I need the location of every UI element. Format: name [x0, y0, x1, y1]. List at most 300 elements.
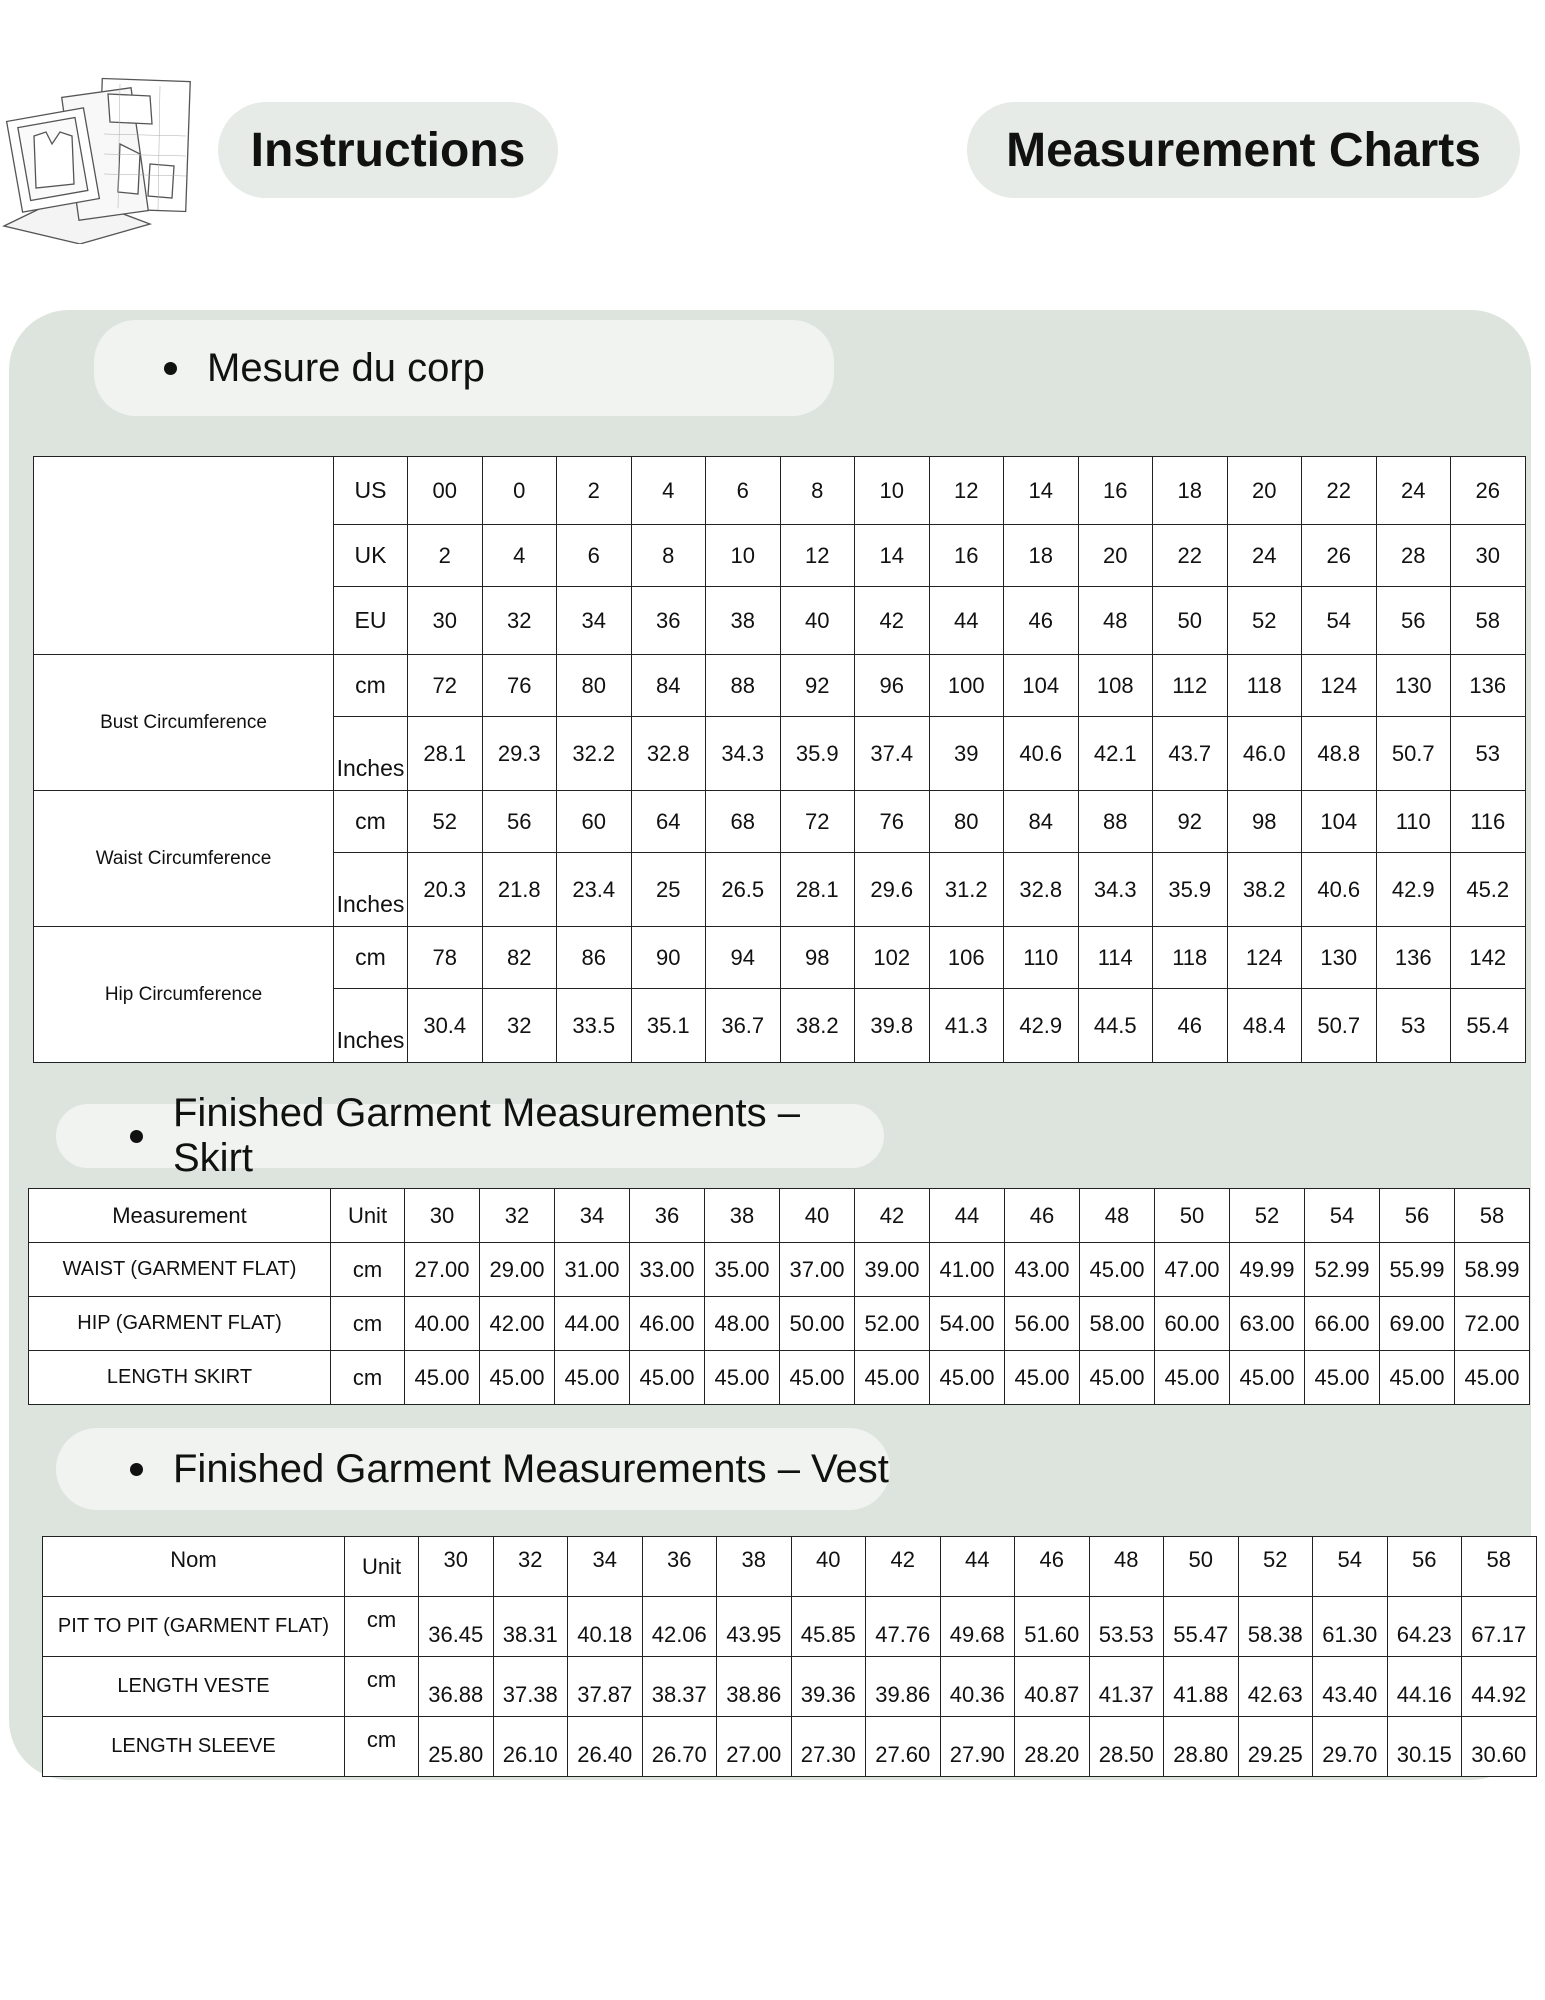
column-header-size: 46 [1005, 1189, 1080, 1243]
vest-measurement-table [42, 1536, 1537, 1777]
unit-cell: Inches [334, 717, 408, 791]
value-cell: 41.00 [930, 1243, 1005, 1297]
value-cell: 130 [1302, 927, 1377, 989]
value-cell: 45.00 [1155, 1351, 1230, 1405]
value-cell: 98 [780, 927, 855, 989]
size-value-cell: 4 [482, 525, 557, 587]
value-cell: 37.87 [568, 1657, 643, 1717]
value-cell: 32.8 [1004, 853, 1079, 927]
value-cell: 136 [1376, 927, 1451, 989]
value-cell: 118 [1227, 655, 1302, 717]
skirt-measurement-table [28, 1188, 1530, 1405]
value-cell: 45.00 [1005, 1351, 1080, 1405]
value-cell: 32.2 [557, 717, 632, 791]
column-header-size: 52 [1238, 1537, 1313, 1597]
size-value-cell: 52 [1227, 587, 1302, 655]
value-cell: 36.7 [706, 989, 781, 1063]
size-value-cell: 50 [1153, 587, 1228, 655]
value-cell: 58.00 [1080, 1297, 1155, 1351]
unit-cell: cm [334, 927, 408, 989]
column-header-size: 44 [940, 1537, 1015, 1597]
vest-row [43, 1657, 1537, 1717]
column-header-size: 44 [930, 1189, 1005, 1243]
size-value-cell: 00 [408, 457, 483, 525]
column-header-size: 34 [568, 1537, 643, 1597]
value-cell: 46.0 [1227, 717, 1302, 791]
bullet-icon [164, 362, 177, 375]
value-cell: 45.00 [480, 1351, 555, 1405]
value-cell: 88 [1078, 791, 1153, 853]
column-header-size: 40 [780, 1189, 855, 1243]
value-cell: 98 [1227, 791, 1302, 853]
size-value-cell: 2 [408, 525, 483, 587]
size-value-cell: 14 [855, 525, 930, 587]
size-system-label: US [334, 457, 408, 525]
value-cell: 38.86 [717, 1657, 792, 1717]
value-cell: 39.36 [791, 1657, 866, 1717]
size-value-cell: 32 [482, 587, 557, 655]
column-header-size: 30 [405, 1189, 480, 1243]
value-cell: 44.00 [555, 1297, 630, 1351]
value-cell: 58.38 [1238, 1597, 1313, 1657]
value-cell: 53 [1451, 717, 1526, 791]
value-cell: 45.00 [1230, 1351, 1305, 1405]
value-cell: 28.1 [780, 853, 855, 927]
value-cell: 47.76 [866, 1597, 941, 1657]
value-cell: 28.20 [1015, 1717, 1090, 1777]
value-cell: 110 [1376, 791, 1451, 853]
value-cell: 96 [855, 655, 930, 717]
value-cell: 45.00 [1080, 1351, 1155, 1405]
value-cell: 90 [631, 927, 706, 989]
measurement-group-label: Waist Circumference [34, 791, 334, 927]
value-cell: 44.5 [1078, 989, 1153, 1063]
size-value-cell: 14 [1004, 457, 1079, 525]
value-cell: 136 [1451, 655, 1526, 717]
value-cell: 42.9 [1376, 853, 1451, 927]
unit-cell: cm [331, 1243, 405, 1297]
value-cell: 32 [482, 989, 557, 1063]
column-header-size: 42 [866, 1537, 941, 1597]
value-cell: 48.8 [1302, 717, 1377, 791]
value-cell: 45.00 [1455, 1351, 1530, 1405]
value-cell: 49.99 [1230, 1243, 1305, 1297]
row-label: WAIST (GARMENT FLAT) [29, 1243, 331, 1297]
value-cell: 53.53 [1089, 1597, 1164, 1657]
value-cell: 42.63 [1238, 1657, 1313, 1717]
vest-header-row [43, 1537, 1537, 1597]
value-cell: 31.00 [555, 1243, 630, 1297]
column-header-size: 32 [493, 1537, 568, 1597]
value-cell: 84 [1004, 791, 1079, 853]
size-value-cell: 22 [1302, 457, 1377, 525]
value-cell: 35.1 [631, 989, 706, 1063]
value-cell: 43.7 [1153, 717, 1228, 791]
value-cell: 100 [929, 655, 1004, 717]
value-cell: 53 [1376, 989, 1451, 1063]
value-cell: 118 [1153, 927, 1228, 989]
size-value-cell: 26 [1302, 525, 1377, 587]
value-cell: 64 [631, 791, 706, 853]
value-cell: 43.00 [1005, 1243, 1080, 1297]
value-cell: 48.4 [1227, 989, 1302, 1063]
value-cell: 32.8 [631, 717, 706, 791]
value-cell: 26.10 [493, 1717, 568, 1777]
value-cell: 40.87 [1015, 1657, 1090, 1717]
size-value-cell: 46 [1004, 587, 1079, 655]
column-header-size: 34 [555, 1189, 630, 1243]
value-cell: 68 [706, 791, 781, 853]
value-cell: 102 [855, 927, 930, 989]
size-value-cell: 54 [1302, 587, 1377, 655]
size-value-cell: 22 [1153, 525, 1228, 587]
value-cell: 26.5 [706, 853, 781, 927]
size-value-cell: 6 [706, 457, 781, 525]
row-label: HIP (GARMENT FLAT) [29, 1297, 331, 1351]
value-cell: 124 [1227, 927, 1302, 989]
section-title-body [94, 320, 834, 416]
value-cell: 29.00 [480, 1243, 555, 1297]
column-header-unit: Unit [345, 1537, 419, 1597]
value-cell: 29.25 [1238, 1717, 1313, 1777]
value-cell: 124 [1302, 655, 1377, 717]
column-header-size: 52 [1230, 1189, 1305, 1243]
value-cell: 116 [1451, 791, 1526, 853]
value-cell: 47.00 [1155, 1243, 1230, 1297]
column-header-size: 36 [642, 1537, 717, 1597]
value-cell: 76 [855, 791, 930, 853]
row-label: LENGTH SLEEVE [43, 1717, 345, 1777]
column-header-size: 56 [1380, 1189, 1455, 1243]
column-header-size: 50 [1164, 1537, 1239, 1597]
value-cell: 29.3 [482, 717, 557, 791]
value-cell: 25 [631, 853, 706, 927]
unit-cell: cm [345, 1657, 419, 1717]
size-value-cell: 6 [557, 525, 632, 587]
value-cell: 49.68 [940, 1597, 1015, 1657]
value-cell: 28.1 [408, 717, 483, 791]
size-value-cell: 16 [1078, 457, 1153, 525]
value-cell: 80 [929, 791, 1004, 853]
value-cell: 55.47 [1164, 1597, 1239, 1657]
size-value-cell: 0 [482, 457, 557, 525]
size-value-cell: 20 [1078, 525, 1153, 587]
vest-row [43, 1597, 1537, 1657]
measurement-row [34, 791, 1526, 853]
value-cell: 104 [1302, 791, 1377, 853]
value-cell: 42.06 [642, 1597, 717, 1657]
unit-cell: cm [345, 1717, 419, 1777]
value-cell: 63.00 [1230, 1297, 1305, 1351]
value-cell: 29.6 [855, 853, 930, 927]
value-cell: 31.2 [929, 853, 1004, 927]
measurement-row [34, 927, 1526, 989]
column-header-size: 38 [705, 1189, 780, 1243]
unit-cell: Inches [334, 989, 408, 1063]
size-value-cell: 18 [1153, 457, 1228, 525]
vest-row [43, 1717, 1537, 1777]
value-cell: 66.00 [1305, 1297, 1380, 1351]
measurement-group-label: Bust Circumference [34, 655, 334, 791]
size-value-cell: 30 [1451, 525, 1526, 587]
value-cell: 34.3 [706, 717, 781, 791]
value-cell: 37.38 [493, 1657, 568, 1717]
value-cell: 27.60 [866, 1717, 941, 1777]
size-system-label: UK [334, 525, 408, 587]
value-cell: 84 [631, 655, 706, 717]
column-header-size: 36 [630, 1189, 705, 1243]
value-cell: 45.00 [780, 1351, 855, 1405]
value-cell: 60 [557, 791, 632, 853]
value-cell: 80 [557, 655, 632, 717]
column-header-unit: Unit [331, 1189, 405, 1243]
column-header-size: 50 [1155, 1189, 1230, 1243]
value-cell: 40.36 [940, 1657, 1015, 1717]
value-cell: 142 [1451, 927, 1526, 989]
value-cell: 51.60 [1015, 1597, 1090, 1657]
unit-cell: cm [334, 655, 408, 717]
value-cell: 27.00 [717, 1717, 792, 1777]
bullet-icon [130, 1130, 143, 1143]
size-value-cell: 40 [780, 587, 855, 655]
unit-cell: cm [331, 1297, 405, 1351]
section-title-vest [56, 1428, 890, 1510]
value-cell: 36.45 [419, 1597, 494, 1657]
column-header-size: 54 [1313, 1537, 1388, 1597]
value-cell: 45.00 [555, 1351, 630, 1405]
value-cell: 52.99 [1305, 1243, 1380, 1297]
value-cell: 55.4 [1451, 989, 1526, 1063]
instructions-tab[interactable] [218, 102, 558, 198]
size-value-cell: 38 [706, 587, 781, 655]
value-cell: 43.95 [717, 1597, 792, 1657]
value-cell: 39.00 [855, 1243, 930, 1297]
skirt-row [29, 1243, 1530, 1297]
unit-cell: Inches [334, 853, 408, 927]
value-cell: 52 [408, 791, 483, 853]
unit-cell: cm [334, 791, 408, 853]
size-value-cell: 16 [929, 525, 1004, 587]
value-cell: 45.00 [1080, 1243, 1155, 1297]
value-cell: 27.00 [405, 1243, 480, 1297]
value-cell: 108 [1078, 655, 1153, 717]
size-value-cell: 2 [557, 457, 632, 525]
size-value-cell: 24 [1376, 457, 1451, 525]
value-cell: 50.7 [1376, 717, 1451, 791]
value-cell: 86 [557, 927, 632, 989]
value-cell: 36.88 [419, 1657, 494, 1717]
column-header-name: Nom [43, 1537, 345, 1597]
value-cell: 42.00 [480, 1297, 555, 1351]
value-cell: 106 [929, 927, 1004, 989]
value-cell: 40.6 [1004, 717, 1079, 791]
value-cell: 41.3 [929, 989, 1004, 1063]
column-header-measurement: Measurement [29, 1189, 331, 1243]
column-header-size: 32 [480, 1189, 555, 1243]
value-cell: 56.00 [1005, 1297, 1080, 1351]
instructions-label: Instructions [250, 123, 526, 177]
size-value-cell: 34 [557, 587, 632, 655]
value-cell: 72 [780, 791, 855, 853]
size-value-cell: 44 [929, 587, 1004, 655]
size-value-cell: 26 [1451, 457, 1526, 525]
measurement-group-label: Hip Circumference [34, 927, 334, 1063]
value-cell: 50.00 [780, 1297, 855, 1351]
size-value-cell: 28 [1376, 525, 1451, 587]
value-cell: 92 [780, 655, 855, 717]
size-row-us [34, 457, 1526, 525]
size-value-cell: 56 [1376, 587, 1451, 655]
value-cell: 82 [482, 927, 557, 989]
value-cell: 30.15 [1387, 1717, 1462, 1777]
value-cell: 130 [1376, 655, 1451, 717]
column-header-size: 40 [791, 1537, 866, 1597]
value-cell: 104 [1004, 655, 1079, 717]
value-cell: 25.80 [419, 1717, 494, 1777]
value-cell: 26.40 [568, 1717, 643, 1777]
value-cell: 35.9 [1153, 853, 1228, 927]
column-header-size: 58 [1455, 1189, 1530, 1243]
value-cell: 20.3 [408, 853, 483, 927]
value-cell: 28.50 [1089, 1717, 1164, 1777]
value-cell: 94 [706, 927, 781, 989]
value-cell: 78 [408, 927, 483, 989]
row-label: LENGTH SKIRT [29, 1351, 331, 1405]
value-cell: 48.00 [705, 1297, 780, 1351]
value-cell: 69.00 [1380, 1297, 1455, 1351]
value-cell: 54.00 [930, 1297, 1005, 1351]
value-cell: 45.00 [930, 1351, 1005, 1405]
value-cell: 38.37 [642, 1657, 717, 1717]
size-value-cell: 42 [855, 587, 930, 655]
value-cell: 110 [1004, 927, 1079, 989]
value-cell: 37.4 [855, 717, 930, 791]
value-cell: 92 [1153, 791, 1228, 853]
size-value-cell: 8 [631, 525, 706, 587]
value-cell: 41.37 [1089, 1657, 1164, 1717]
value-cell: 56 [482, 791, 557, 853]
value-cell: 55.99 [1380, 1243, 1455, 1297]
measurement-charts-label: Measurement Charts [1006, 123, 1481, 177]
section-title-vest-text: Finished Garment Measurements – Vest [173, 1446, 889, 1491]
value-cell: 45.00 [630, 1351, 705, 1405]
value-cell: 21.8 [482, 853, 557, 927]
bullet-icon [130, 1463, 143, 1476]
value-cell: 33.00 [630, 1243, 705, 1297]
size-value-cell: 12 [929, 457, 1004, 525]
blank-corner-cell [34, 457, 334, 655]
value-cell: 112 [1153, 655, 1228, 717]
column-header-size: 54 [1305, 1189, 1380, 1243]
value-cell: 64.23 [1387, 1597, 1462, 1657]
value-cell: 27.30 [791, 1717, 866, 1777]
value-cell: 45.2 [1451, 853, 1526, 927]
value-cell: 42.1 [1078, 717, 1153, 791]
column-header-size: 48 [1089, 1537, 1164, 1597]
value-cell: 43.40 [1313, 1657, 1388, 1717]
value-cell: 33.5 [557, 989, 632, 1063]
value-cell: 88 [706, 655, 781, 717]
value-cell: 45.00 [1305, 1351, 1380, 1405]
size-value-cell: 10 [706, 525, 781, 587]
value-cell: 27.90 [940, 1717, 1015, 1777]
column-header-size: 48 [1080, 1189, 1155, 1243]
value-cell: 30.60 [1462, 1717, 1537, 1777]
size-value-cell: 4 [631, 457, 706, 525]
value-cell: 76 [482, 655, 557, 717]
value-cell: 45.00 [705, 1351, 780, 1405]
skirt-row [29, 1297, 1530, 1351]
value-cell: 39.8 [855, 989, 930, 1063]
unit-cell: cm [331, 1351, 405, 1405]
value-cell: 114 [1078, 927, 1153, 989]
value-cell: 39.86 [866, 1657, 941, 1717]
value-cell: 39 [929, 717, 1004, 791]
value-cell: 41.88 [1164, 1657, 1239, 1717]
value-cell: 46.00 [630, 1297, 705, 1351]
value-cell: 42.9 [1004, 989, 1079, 1063]
size-value-cell: 48 [1078, 587, 1153, 655]
value-cell: 38.2 [780, 989, 855, 1063]
size-value-cell: 30 [408, 587, 483, 655]
sewing-pattern-icon [0, 74, 200, 244]
size-value-cell: 10 [855, 457, 930, 525]
value-cell: 28.80 [1164, 1717, 1239, 1777]
size-value-cell: 8 [780, 457, 855, 525]
measurement-charts-tab[interactable] [967, 102, 1520, 198]
row-label: PIT TO PIT (GARMENT FLAT) [43, 1597, 345, 1657]
value-cell: 26.70 [642, 1717, 717, 1777]
value-cell: 45.00 [1380, 1351, 1455, 1405]
value-cell: 52.00 [855, 1297, 930, 1351]
section-title-skirt [56, 1091, 884, 1180]
value-cell: 38.2 [1227, 853, 1302, 927]
value-cell: 44.16 [1387, 1657, 1462, 1717]
size-system-label: EU [334, 587, 408, 655]
value-cell: 40.00 [405, 1297, 480, 1351]
value-cell: 40.18 [568, 1597, 643, 1657]
column-header-size: 42 [855, 1189, 930, 1243]
column-header-size: 46 [1015, 1537, 1090, 1597]
column-header-size: 58 [1462, 1537, 1537, 1597]
size-value-cell: 58 [1451, 587, 1526, 655]
value-cell: 60.00 [1155, 1297, 1230, 1351]
body-measurement-table [33, 456, 1526, 1063]
value-cell: 30.4 [408, 989, 483, 1063]
value-cell: 58.99 [1455, 1243, 1530, 1297]
size-value-cell: 12 [780, 525, 855, 587]
value-cell: 35.9 [780, 717, 855, 791]
value-cell: 72 [408, 655, 483, 717]
size-value-cell: 18 [1004, 525, 1079, 587]
column-header-size: 56 [1387, 1537, 1462, 1597]
row-label: LENGTH VESTE [43, 1657, 345, 1717]
size-value-cell: 36 [631, 587, 706, 655]
value-cell: 38.31 [493, 1597, 568, 1657]
column-header-size: 38 [717, 1537, 792, 1597]
value-cell: 40.6 [1302, 853, 1377, 927]
value-cell: 35.00 [705, 1243, 780, 1297]
value-cell: 67.17 [1462, 1597, 1537, 1657]
value-cell: 37.00 [780, 1243, 855, 1297]
value-cell: 72.00 [1455, 1297, 1530, 1351]
unit-cell: cm [345, 1597, 419, 1657]
skirt-header-row [29, 1189, 1530, 1243]
value-cell: 50.7 [1302, 989, 1377, 1063]
value-cell: 23.4 [557, 853, 632, 927]
section-title-skirt-text: Finished Garment Measurements – Skirt [173, 1091, 800, 1180]
column-header-size: 30 [419, 1537, 494, 1597]
